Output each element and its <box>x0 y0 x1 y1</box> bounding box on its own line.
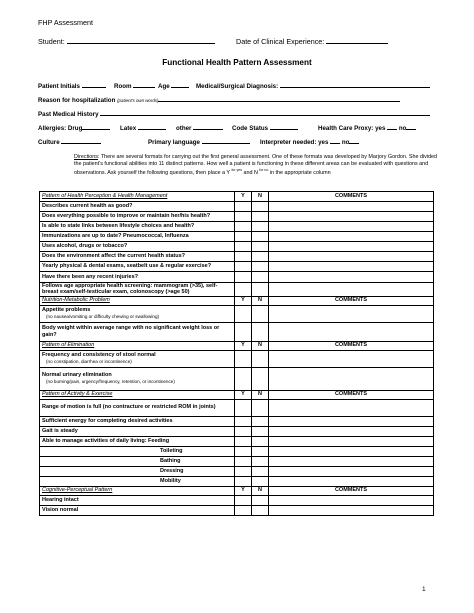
directions-for-yes: for yes <box>231 168 242 173</box>
yes-cell[interactable] <box>235 212 252 222</box>
yes-cell[interactable] <box>235 399 252 416</box>
age-label: Age <box>158 83 170 90</box>
interpreter-no-field[interactable] <box>349 138 359 144</box>
question-text: Body weight within average range with no significant weight loss or gain? <box>42 325 220 338</box>
yes-cell[interactable] <box>235 446 252 456</box>
question-text: Describes current health as good? <box>42 203 133 210</box>
document-title: Functional Health Pattern Assessment <box>162 58 312 67</box>
allergies-drug-field[interactable] <box>82 124 110 130</box>
no-cell[interactable] <box>252 495 269 505</box>
no-cell[interactable] <box>252 252 269 262</box>
table-row <box>40 426 434 436</box>
other-label: other <box>176 125 192 132</box>
date-field[interactable] <box>326 38 388 44</box>
room-label: Room <box>114 83 132 90</box>
section-header-row <box>40 341 434 350</box>
table-row <box>40 446 434 456</box>
question-text: Normal urinary elimination <box>42 372 112 379</box>
no-cell[interactable] <box>252 272 269 283</box>
reason-note: (patient's own words) <box>117 98 159 103</box>
question-text: Bathing <box>160 457 181 464</box>
yes-cell[interactable] <box>235 350 252 367</box>
other-field[interactable] <box>193 124 223 130</box>
question-text: Sufficient energy for completing desired activities <box>42 417 173 424</box>
no-cell[interactable] <box>252 212 269 222</box>
patient-initials-label: Patient Initials <box>38 83 80 90</box>
question-text: Able to manage activities of daily living: Feeding <box>42 437 170 444</box>
question-cell <box>40 202 235 212</box>
yes-cell[interactable] <box>235 305 252 322</box>
question-cell <box>40 476 235 486</box>
question-text: Does the environment affect the current health status? <box>42 253 186 260</box>
directions-label: Directions <box>74 154 98 160</box>
question-text: Appetite problems <box>42 307 91 314</box>
table-row <box>40 272 434 283</box>
comments-cell[interactable] <box>269 367 434 390</box>
proxy-label: Health Care Proxy: yes <box>318 125 386 132</box>
comments-cell[interactable] <box>269 232 434 242</box>
question-cell <box>40 505 235 515</box>
allergies-drug-label: Allergies: Drug <box>38 125 83 132</box>
question-text: Follows age appropriate health screening: mammogram (>35), self-breast exam/self-testicular exam, colonoscopy (>age 50) <box>42 283 218 296</box>
comments-cell[interactable] <box>269 242 434 252</box>
table-row <box>40 232 434 242</box>
interpreter-yes-field[interactable] <box>330 138 340 144</box>
section-title: Nutrition-Metabolic Problem <box>40 296 235 305</box>
table-row <box>40 466 434 476</box>
question-text: Yearly physical & dental exams, seatbelt use & regular exercise? <box>42 263 212 270</box>
question-cell <box>40 416 235 426</box>
comments-cell[interactable] <box>269 262 434 272</box>
comments-column-header: COMMENTS <box>269 390 434 399</box>
no-cell[interactable] <box>252 367 269 390</box>
yes-column-header: Y <box>235 390 252 399</box>
proxy-no-field[interactable] <box>406 124 416 130</box>
no-cell[interactable] <box>252 456 269 466</box>
comments-cell[interactable] <box>269 456 434 466</box>
comments-cell[interactable] <box>269 495 434 505</box>
section-header-row <box>40 296 434 305</box>
comments-column-header: COMMENTS <box>269 486 434 495</box>
yes-cell[interactable] <box>235 322 252 341</box>
table-row <box>40 350 434 367</box>
section-header-row <box>40 192 434 202</box>
question-subtext: (no constipation, diarrhea or incontinence) <box>46 358 132 364</box>
question-cell <box>40 436 235 446</box>
question-text: Mobility <box>160 477 181 484</box>
culture-label: Culture <box>38 139 60 146</box>
no-column-header: N <box>252 341 269 350</box>
room-field[interactable] <box>133 82 155 88</box>
reason-label: Reason for hospitalization <box>38 97 116 104</box>
directions-and: and N <box>243 169 258 176</box>
question-cell <box>40 232 235 242</box>
date-label: Date of Clinical Experience: <box>236 37 325 46</box>
question-subtext: (no nausea/vomiting or difficulty chewing or swallowing) <box>46 313 160 319</box>
section-title: Pattern of Elimination <box>40 341 235 350</box>
comments-cell[interactable] <box>269 350 434 367</box>
comments-cell[interactable] <box>269 252 434 262</box>
comments-cell[interactable] <box>269 222 434 232</box>
no-column-header: N <box>252 486 269 495</box>
table-row <box>40 283 434 297</box>
question-cell <box>40 495 235 505</box>
interpreter-no-label: no <box>341 139 350 146</box>
question-subtext: (no burning/pain, urgency/frequency, retention, or incontinence) <box>46 378 175 384</box>
yes-cell[interactable] <box>235 252 252 262</box>
table-row <box>40 367 434 390</box>
section-title: Pattern of Activity & Exercise <box>40 390 235 399</box>
yes-cell[interactable] <box>235 283 252 297</box>
no-cell[interactable] <box>252 283 269 297</box>
yes-cell[interactable] <box>235 505 252 515</box>
section-header-row <box>40 390 434 399</box>
no-cell[interactable] <box>252 322 269 341</box>
question-cell <box>40 367 235 390</box>
diagnosis-label: Medical/Surgical Diagnosis: <box>196 83 279 90</box>
question-text: Is able to state links between lifestyle choices and health? <box>42 223 195 230</box>
comments-cell[interactable] <box>269 446 434 456</box>
interpreter-label: Interpreter needed: yes <box>260 139 329 146</box>
yes-cell[interactable] <box>235 436 252 446</box>
no-cell[interactable] <box>252 446 269 456</box>
yes-cell[interactable] <box>235 456 252 466</box>
page-number: 1 <box>422 586 426 593</box>
yes-cell[interactable] <box>235 222 252 232</box>
question-cell <box>40 262 235 272</box>
yes-column-header: Y <box>235 296 252 305</box>
question-cell <box>40 212 235 222</box>
past-history-field[interactable] <box>100 110 430 116</box>
section-title: Cognitive-Perceptual Pattern <box>40 486 235 495</box>
comments-cell[interactable] <box>269 466 434 476</box>
question-text: Gait is steady <box>42 427 78 434</box>
comments-cell[interactable] <box>269 305 434 322</box>
date-line <box>236 37 388 46</box>
yes-cell[interactable] <box>235 232 252 242</box>
question-cell <box>40 456 235 466</box>
assessment-table <box>39 191 434 516</box>
no-cell[interactable] <box>252 466 269 476</box>
no-cell[interactable] <box>252 232 269 242</box>
yes-cell[interactable] <box>235 262 252 272</box>
directions-paragraph <box>74 154 444 177</box>
code-status-field[interactable] <box>270 124 298 130</box>
no-cell[interactable] <box>252 202 269 212</box>
student-label: Student: <box>38 37 65 46</box>
no-cell[interactable] <box>252 242 269 252</box>
question-text: Range of motion is full (no contracture or restricted ROM in joints) <box>42 404 216 411</box>
directions-text: : There are several formats for carrying out the first general assessment. One of these formats was developed by Marjory Gordon. She divided the patient's functional abilities into 11 distinct patterns. How well a patient is functioning in these different areas can be evaluated with questions and observations. Ask yourself the following questions, then place a Y <box>74 154 438 176</box>
comments-column-header: COMMENTS <box>269 296 434 305</box>
yes-cell[interactable] <box>235 367 252 390</box>
question-text: Immunizations are up to date? Pneumococcal, Influenza <box>42 233 189 240</box>
yes-cell[interactable] <box>235 466 252 476</box>
reason-field[interactable] <box>158 96 400 102</box>
section-header-row <box>40 486 434 495</box>
comments-column-header: COMMENTS <box>269 192 434 202</box>
no-cell[interactable] <box>252 476 269 486</box>
table-row <box>40 322 434 341</box>
question-text: Uses alcohol, drugs or tobacco? <box>42 243 128 250</box>
course-header: FHP Assessment <box>38 18 93 27</box>
comments-cell[interactable] <box>269 283 434 297</box>
no-cell[interactable] <box>252 305 269 322</box>
culture-field[interactable] <box>61 138 101 144</box>
question-cell <box>40 242 235 252</box>
question-text: Toileting <box>160 447 183 454</box>
latex-label: Latex <box>120 125 137 132</box>
question-text: Dressing <box>160 467 184 474</box>
no-cell[interactable] <box>252 436 269 446</box>
proxy-yes-field[interactable] <box>387 124 397 130</box>
question-text: Hearing intact <box>42 496 79 503</box>
table-row <box>40 222 434 232</box>
comments-column-header: COMMENTS <box>269 341 434 350</box>
question-cell <box>40 399 235 416</box>
comments-cell[interactable] <box>269 322 434 341</box>
comments-cell[interactable] <box>269 416 434 426</box>
directions-for-no: for no <box>259 168 269 173</box>
past-history-label: Past Medical History <box>38 111 99 118</box>
comments-cell[interactable] <box>269 399 434 416</box>
table-row <box>40 495 434 505</box>
table-row <box>40 399 434 416</box>
student-field[interactable] <box>67 38 215 44</box>
yes-cell[interactable] <box>235 495 252 505</box>
diagnosis-field[interactable] <box>280 82 430 88</box>
comments-cell[interactable] <box>269 202 434 212</box>
question-text: Does everything possible to improve or maintain her/his health? <box>42 213 211 220</box>
no-cell[interactable] <box>252 399 269 416</box>
comments-cell[interactable] <box>269 476 434 486</box>
table-row <box>40 456 434 466</box>
question-cell <box>40 272 235 283</box>
primary-language-field[interactable] <box>202 138 250 144</box>
yes-column-header: Y <box>235 486 252 495</box>
question-cell <box>40 446 235 456</box>
question-cell <box>40 350 235 367</box>
yes-cell[interactable] <box>235 426 252 436</box>
patient-initials-field[interactable] <box>82 82 106 88</box>
no-column-header: N <box>252 296 269 305</box>
comments-cell[interactable] <box>269 272 434 283</box>
directions-tail: in the appropriate column <box>269 169 331 176</box>
primary-language-label: Primary language <box>148 139 200 146</box>
table-row <box>40 242 434 252</box>
question-text: Vision normal <box>42 506 79 513</box>
comments-cell[interactable] <box>269 212 434 222</box>
table-row <box>40 202 434 212</box>
question-cell <box>40 252 235 262</box>
question-text: Have there been any recent injuries? <box>42 273 138 280</box>
code-status-label: Code Status <box>232 125 269 132</box>
student-line <box>38 37 215 46</box>
no-cell[interactable] <box>252 262 269 272</box>
table-row <box>40 252 434 262</box>
no-cell[interactable] <box>252 505 269 515</box>
yes-cell[interactable] <box>235 242 252 252</box>
yes-cell[interactable] <box>235 272 252 283</box>
question-cell <box>40 305 235 322</box>
table-row <box>40 436 434 446</box>
table-row <box>40 305 434 322</box>
question-cell <box>40 283 235 297</box>
question-cell <box>40 466 235 476</box>
question-cell <box>40 322 235 341</box>
question-text: Frequency and consistency of stool normal <box>42 352 156 359</box>
no-column-header: N <box>252 192 269 202</box>
yes-cell[interactable] <box>235 416 252 426</box>
no-cell[interactable] <box>252 222 269 232</box>
yes-column-header: Y <box>235 192 252 202</box>
table-row <box>40 505 434 515</box>
no-cell[interactable] <box>252 350 269 367</box>
table-row <box>40 416 434 426</box>
section-title: Pattern of Health Perception & Health Management <box>40 192 235 202</box>
table-row <box>40 212 434 222</box>
comments-cell[interactable] <box>269 436 434 446</box>
comments-cell[interactable] <box>269 426 434 436</box>
table-row <box>40 262 434 272</box>
no-cell[interactable] <box>252 416 269 426</box>
latex-field[interactable] <box>138 124 166 130</box>
proxy-no-label: no <box>398 125 407 132</box>
question-cell <box>40 426 235 436</box>
yes-cell[interactable] <box>235 202 252 212</box>
question-cell <box>40 222 235 232</box>
table-row <box>40 476 434 486</box>
no-cell[interactable] <box>252 426 269 436</box>
age-field[interactable] <box>171 82 189 88</box>
yes-cell[interactable] <box>235 476 252 486</box>
yes-column-header: Y <box>235 341 252 350</box>
comments-cell[interactable] <box>269 505 434 515</box>
no-column-header: N <box>252 390 269 399</box>
